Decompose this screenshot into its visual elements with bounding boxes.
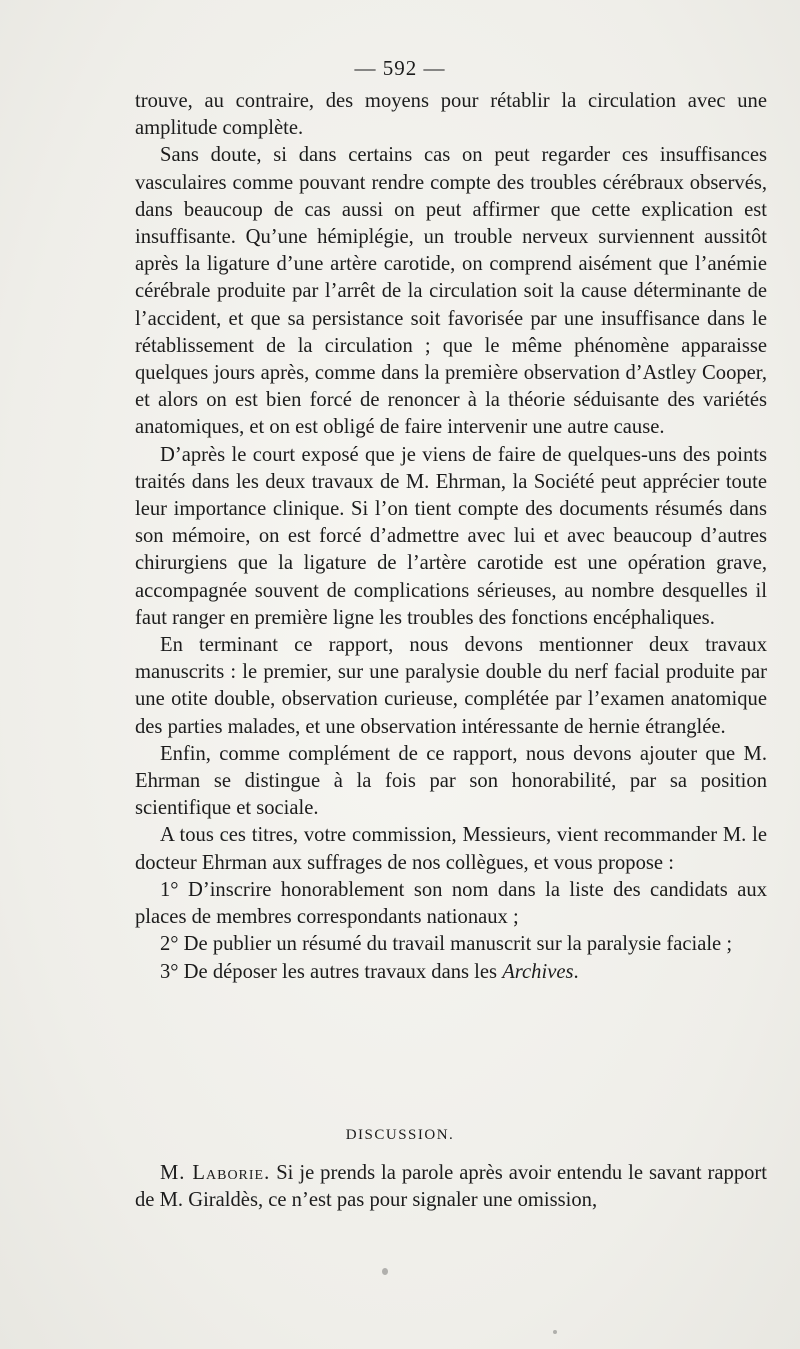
paragraph-summary: D’après le court exposé que je viens de faire de quelques-uns des points traités dans les deux travaux de M. Ehrman, la Société peut apprécier toute leur importance clinique. Si l’on tient compte des documents résumés dans son mémoire, on est forcé d’admettre avec lui et avec beaucoup d’autres chirurgiens que la ligature de l’artère carotide est une opération grave, accompagnée souvent de complications sérieuses, au nombre desquelles il faut ranger en première ligne les troubles des fonctions encéphaliques. <box>135 443 767 629</box>
archives-emphasis: Archives <box>502 960 574 983</box>
discussion-paragraph <box>135 1160 767 1214</box>
list-item-1: 1° D’inscrire honorablement son nom dans la liste des candidats aux places de membres correspondants nationaux ; <box>135 878 767 929</box>
ink-speck <box>382 1268 388 1275</box>
list-item-3-text: 3° De déposer les autres travaux dans les <box>160 960 503 983</box>
discussion-heading: DISCUSSION. <box>345 1127 455 1143</box>
list-item-3 <box>135 959 767 986</box>
paragraph-manuscripts: En terminant ce rapport, nous devons mentionner deux travaux manuscrits : le premier, sur une paralysie double du nerf facial produite par une otite double, observation curieuse, complétée par l’examen anatomique des parties malades, et une observation intéressante de hernie étranglée. <box>135 634 767 738</box>
discussion-body: Si je prends la parole après avoir entendu le savant rapport de M. Giraldès, ce n’est pas pour signaler une omission, <box>135 1162 767 1212</box>
paragraph-continuation: trouve, au contraire, des moyens pour rétablir la circulation avec une amplitude complète. <box>135 90 767 140</box>
paragraph-recommendation: A tous ces titres, votre commission, Messieurs, vient recommander M. le docteur Ehrman aux suffrages de nos collègues, et vous propose : <box>135 824 767 874</box>
body-text <box>135 88 767 986</box>
page-number: — 592 — <box>354 56 446 80</box>
speaker-name: M. Laborie. <box>160 1162 271 1184</box>
list-item-3-end: . <box>573 960 579 983</box>
list-item-2: 2° De publier un résumé du travail manuscrit sur la paralysie faciale ; <box>160 933 733 956</box>
discussion-text <box>135 1160 767 1214</box>
paragraph-complement: Enfin, comme complément de ce rapport, nous devons ajouter que M. Ehrman se distingue à la fois par son honorabilité, par sa position scientifique et sociale. <box>135 742 767 820</box>
ink-speck <box>553 1330 557 1334</box>
paragraph-vascular-insufficiency: Sans doute, si dans certains cas on peut regarder ces insuffisances vasculaires comme pouvant rendre compte des troubles cérébraux observés, dans beaucoup de cas aussi on peut affirmer que cette explication est insuffisante. Qu’une hémiplégie, un trouble nerveux surviennent aussitôt après la ligature d’une artère carotide, on comprend aisément que l’anémie cérébrale produite par l’arrêt de la circulation soit la cause déterminante de l’accident, et que sa persistance soit favorisée par une insuffisance dans le rétablissement de la circulation ; que le même phénomène apparaisse quelques jours après, comme dans la première observation d’Astley Cooper, et alors on est bien forcé de renoncer à la théorie séduisante des variétés anatomiques, et on est obligé de faire intervenir une autre cause. <box>135 144 767 439</box>
